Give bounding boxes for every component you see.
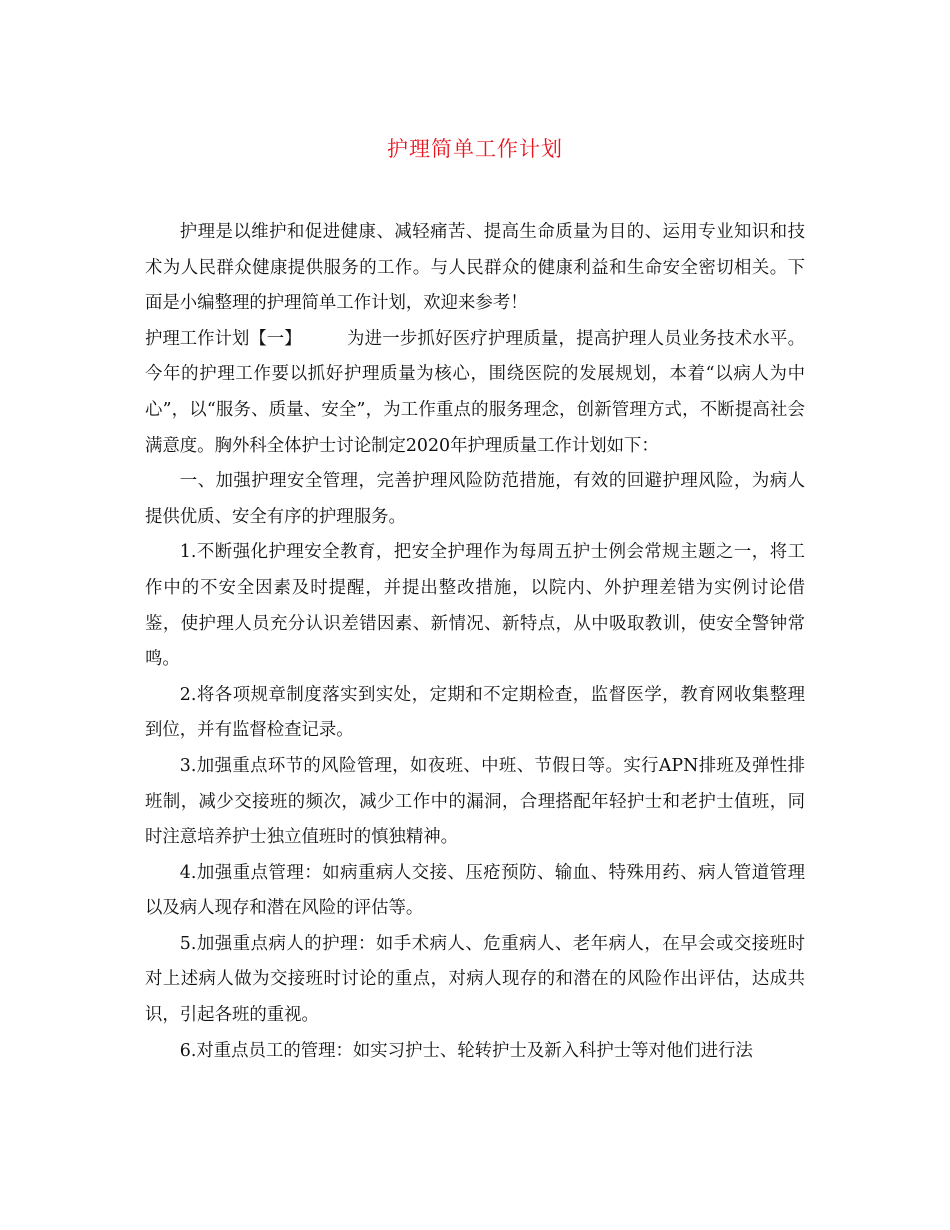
- plan-item-1: 1.不断强化护理安全教育，把安全护理作为每周五护士例会常规主题之一，将工作中的不安全因素及时提醒，并提出整改措施，以院内、外护理差错为实例讨论借鉴，使护理人员充分认识差错因素、新情况、新特点，从中吸取教训，使安全警钟常鸣。: [145, 542, 805, 670]
- section-one-text: 为进一步抓好医疗护理质量，提高护理人员业务技术水平。今年的护理工作要以抓好护理质量为核心，围绕医院的发展规划，本着“以病人为中心”，以“服务、质量、安全”，为工作重点的服务理念，创新管理方式，不断提高社会满意度。胸外科全体护士讨论制定2020年护理质量工作计划如下：: [145, 328, 805, 456]
- plan-item-4: 4.加强重点管理：如病重病人交接、压疮预防、输血、特殊用药、病人管道管理以及病人现存和潜在风险的评估等。: [145, 862, 805, 919]
- intro-paragraph: 护理是以维护和促进健康、减轻痛苦、提高生命质量为目的、运用专业知识和技术为人民群众健康提供服务的工作。与人民群众的健康利益和生命安全密切相关。下面是小编整理的护理简单工作计划，欢迎来参考！: [145, 222, 805, 314]
- plan-item-5: 5.加强重点病人的护理：如手术病人、危重病人、老年病人，在早会或交接班时对上述病人做为交接班时讨论的重点，对病人现存的和潜在的风险作出评估，达成共识，引起各班的重视。: [145, 933, 805, 1026]
- plan-item-3: 3.加强重点环节的风险管理，如夜班、中班、节假日等。实行APN排班及弹性排班制，减少交接班的频次，减少工作中的漏洞，合理搭配年轻护士和老护士值班，同时注意培养护士独立值班时的慎独精神。: [145, 755, 805, 848]
- plan-heading-one: 一、加强护理安全管理，完善护理风险防范措施，有效的回避护理风险，为病人提供优质、安全有序的护理服务。: [145, 471, 805, 527]
- plan-item-2: 2.将各项规章制度落实到实处，定期和不定期检查，监督医学，教育网收集整理到位，并有监督检查记录。: [145, 684, 805, 741]
- plan-item-6: 6.对重点员工的管理：如实习护士、轮转护士及新入科护士等对他们进行法: [179, 1040, 753, 1061]
- document-title: 护理简单工作计划: [387, 137, 563, 161]
- document-body: [145, 215, 805, 1069]
- section-one-label: 护理工作计划【一】: [145, 328, 302, 349]
- section-one-paragraph: [145, 322, 805, 464]
